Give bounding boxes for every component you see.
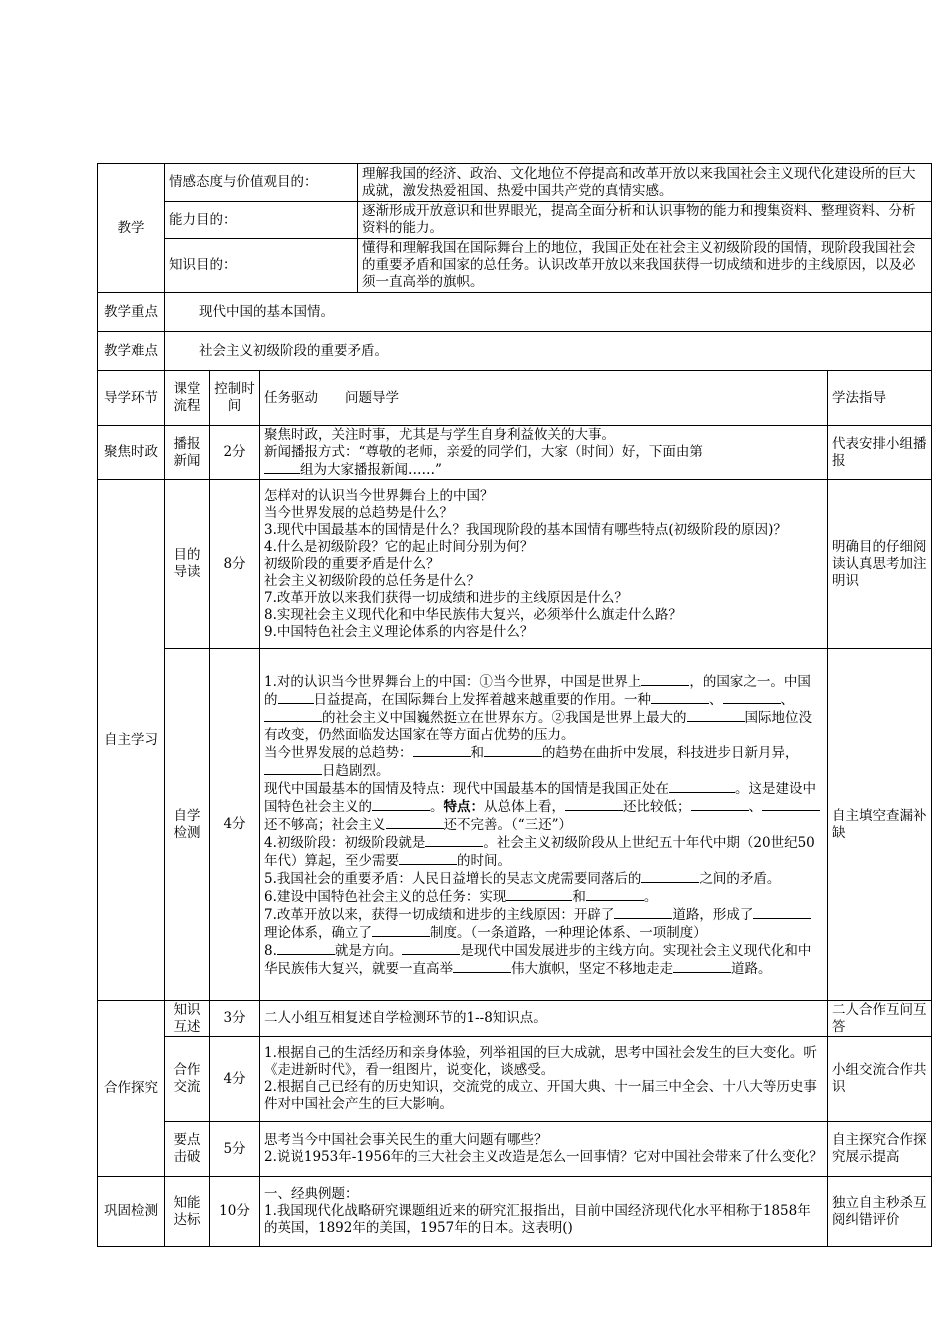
points-step: 要点击破	[165, 1122, 210, 1177]
blank[interactable]	[506, 888, 572, 901]
goal-text-ability: 逐渐形成开放意识和世界眼光，提高全面分析和认识事物的能力和搜集资料、整理资料、分析资料的能力。	[358, 202, 932, 239]
check-item-7: 7.改革开放以来，获得一切成绩和进步的主线原因：开辟了 道路，形成了理论体系，确立了 制度。（一条道路，一种理论体系、一项制度）	[264, 906, 823, 942]
blank[interactable]	[651, 691, 709, 704]
check-content	[260, 649, 828, 1001]
blank[interactable]	[264, 762, 322, 775]
news-guide: 代表安排小组播报	[828, 426, 932, 480]
check-step: 自学检测	[165, 649, 210, 1001]
consolidate-content	[260, 1177, 828, 1247]
reading-question: 当今世界发展的总趋势是什么？	[264, 504, 453, 521]
blank[interactable]	[484, 744, 542, 757]
goals-section-label: 教学	[98, 164, 165, 293]
blank[interactable]	[264, 461, 300, 474]
exchange-guide: 小组交流合作共识	[828, 1037, 932, 1122]
goal-label-ability: 能力目的：	[165, 202, 358, 239]
blank[interactable]	[753, 906, 811, 919]
reading-question: 8.实现社会主义现代化和中华民族伟大复兴，必须举什么旗走什么路？	[264, 606, 682, 623]
blank[interactable]	[402, 942, 460, 955]
consolidate-line: 一、经典例题：	[264, 1186, 359, 1202]
points-line: 思考当今中国社会事关民生的重大问题有哪些？	[264, 1132, 548, 1148]
reading-step: 目的导读	[165, 480, 210, 649]
reading-question: 社会主义初级阶段的总任务是什么？	[264, 572, 480, 589]
consolidate-step: 知能达标	[165, 1177, 210, 1247]
reading-time: 8分	[210, 480, 260, 649]
points-content	[260, 1122, 828, 1177]
check-guide: 自主填空查漏补缺	[828, 649, 932, 1001]
goal-label-attitude: 情感态度与价值观目的：	[165, 164, 358, 202]
check-item-8: 8. 就是方向。 是现代中国发展进步的主线方向。实现社会主义现代化和中华民族伟大复兴，就要一直高举 伟大旗帜，坚定不移地走走 道路。	[264, 943, 812, 977]
reading-question: 9.中国特色社会主义理论体系的内容是什么？	[264, 623, 534, 640]
reading-question: 7.改革开放以来我们获得一切成绩和进步的主线原因是什么？	[264, 589, 628, 606]
blank[interactable]	[565, 798, 623, 811]
points-line: 2.说说1953年-1956年的三大社会主义改造是怎么一回事情？它对中国社会带来了什么变化？	[264, 1149, 823, 1165]
blank[interactable]	[399, 852, 457, 865]
blank[interactable]	[614, 906, 672, 919]
consolidate-line: 1.我国现代化战略研究课题组近来的研究汇报指出，目前中国经济现代化水平相称于1858年的英国，1892年的美国，1957年的日本。这表明()	[264, 1203, 811, 1236]
check-item-3: 现代中国最基本的国情及特点：现代中国最基本的国情是我国正处在 。这是建设中国特色社会主义的 。特点：从总体上看， 还比较低； 、还不够高；社会主义 还不完善。（“三还”）	[264, 780, 823, 834]
points-time: 5分	[210, 1122, 260, 1177]
header-time: 控制时间	[210, 371, 260, 426]
reading-content	[260, 480, 828, 649]
check-item-1: 1.对的认识当今世界舞台上的中国：①当今世界，中国是世界上 ，的国家之一。中国的 日益提高，在国际舞台上发挥着越来越重要的作用。一种 、 、的社会主义中国巍然挺立在世界东方。②我国是世界上最大的 国际地位没有改变，仍然面临发达国家在等方面占优势的压力。	[264, 674, 812, 743]
blank[interactable]	[586, 888, 644, 901]
header-section: 导学环节	[98, 371, 165, 426]
news-line: 组为大家播报新闻……”	[264, 461, 823, 479]
exchange-line: 1.根据自己的生活经历和亲身体验，列举祖国的巨大成就，思考中国社会发生的巨大变化。听《走进新时代》，看一组图片，说变化，谈感受。	[264, 1045, 817, 1078]
consolidate-section: 巩固检测	[98, 1177, 165, 1247]
news-section: 聚焦时政	[98, 426, 165, 480]
news-content	[260, 426, 828, 480]
blank[interactable]	[264, 709, 322, 722]
goal-text-attitude: 理解我国的经济、政治、文化地位不停提高和改革开放以来我国社会主义现代化建设所的巨大成就，激发热爱祖国、热爱中国共产党的真情实感。	[358, 164, 932, 202]
blank[interactable]	[453, 960, 511, 973]
blank[interactable]	[723, 691, 781, 704]
review-step: 知识互述	[165, 1001, 210, 1037]
blank[interactable]	[277, 942, 335, 955]
exchange-line: 2.根据自己已经有的历史知识，交流党的成立、开国大典、十一届三中全会、十八大等历史事件对中国社会产生的巨大影响。	[264, 1079, 817, 1112]
check-item-2: 当今世界发展的总趋势： 和 的趋势在曲折中发展，科技进步日新月异，日趋剧烈。	[264, 745, 799, 779]
focus-label: 教学重点	[98, 293, 165, 332]
header-flow: 课堂流程	[165, 371, 210, 426]
check-time: 4分	[210, 649, 260, 1001]
reading-question: 4.什么是初级阶段？它的起止时间分别为何？	[264, 538, 534, 555]
check-item-5: 5.我国社会的重要矛盾：人民日益增长的吴志文虎需要同落后的 之间的矛盾。	[264, 871, 781, 887]
exchange-time: 4分	[210, 1037, 260, 1122]
news-step: 播报新闻	[165, 426, 210, 480]
review-guide: 二人合作互问互答	[828, 1001, 932, 1037]
header-task: 任务驱动 问题导学	[260, 371, 828, 426]
focus-text: 现代中国的基本国情。	[165, 293, 932, 332]
blank[interactable]	[762, 798, 820, 811]
coop-section: 合作探究	[98, 1001, 165, 1177]
goal-label-knowledge: 知识目的：	[165, 239, 358, 293]
blank[interactable]	[687, 709, 745, 722]
lesson-plan-table	[97, 163, 932, 1247]
header-guide: 学法指导	[828, 371, 932, 426]
exchange-content	[260, 1037, 828, 1122]
check-item-6: 6.建设中国特色社会主义的总任务：实现 和 。	[264, 889, 658, 905]
news-line: 新闻播报方式：“尊敬的老师，亲爱的同学们，大家（时间）好，下面由第	[264, 443, 703, 460]
blank[interactable]	[641, 673, 689, 686]
points-guide: 自主探究合作探究展示提高	[828, 1122, 932, 1177]
review-text: 二人小组互相复述自学检测环节的1--8知识点。	[260, 1001, 828, 1037]
reading-guide: 明确目的仔细阅读认真思考加注明识	[828, 480, 932, 649]
difficulty-label: 教学难点	[98, 332, 165, 371]
blank[interactable]	[673, 960, 731, 973]
consolidate-guide: 独立自主秒杀互阅纠错评价	[828, 1177, 932, 1247]
reading-question: 怎样对的认识当今世界舞台上的中国？	[264, 487, 494, 504]
blank[interactable]	[372, 798, 430, 811]
news-line: 聚焦时政，关注时事，尤其是与学生自身利益攸关的大事。	[264, 426, 615, 443]
blank[interactable]	[372, 924, 430, 937]
blank[interactable]	[669, 780, 735, 793]
difficulty-text: 社会主义初级阶段的重要矛盾。	[165, 332, 932, 371]
blank[interactable]	[278, 691, 314, 704]
blank[interactable]	[425, 834, 483, 847]
blank[interactable]	[691, 798, 749, 811]
blank[interactable]	[641, 870, 699, 883]
self-study-section: 自主学习	[98, 480, 165, 1001]
blank[interactable]	[386, 816, 444, 829]
consolidate-time: 10分	[210, 1177, 260, 1247]
check-item-4: 4.初级阶段：初级阶段就是 。社会主义初级阶段从上世纪五十年代中期（20世纪50年代）算起，至少需要 的时间。	[264, 835, 815, 869]
exchange-step: 合作交流	[165, 1037, 210, 1122]
review-time: 3分	[210, 1001, 260, 1037]
goal-text-knowledge: 懂得和理解我国在国际舞台上的地位，我国正处在社会主义初级阶段的国情，现阶段我国社会的重要矛盾和国家的总任务。认识改革开放以来我国获得一切成绩和进步的主线原因，以及必须一直高举的旗帜。	[358, 239, 932, 293]
news-time: 2分	[210, 426, 260, 480]
blank[interactable]	[413, 744, 471, 757]
reading-question: 初级阶段的重要矛盾是什么？	[264, 555, 440, 572]
reading-question: 3.现代中国最基本的国情是什么？我国现阶段的基本国情有哪些特点(初级阶段的原因)？	[264, 521, 787, 538]
